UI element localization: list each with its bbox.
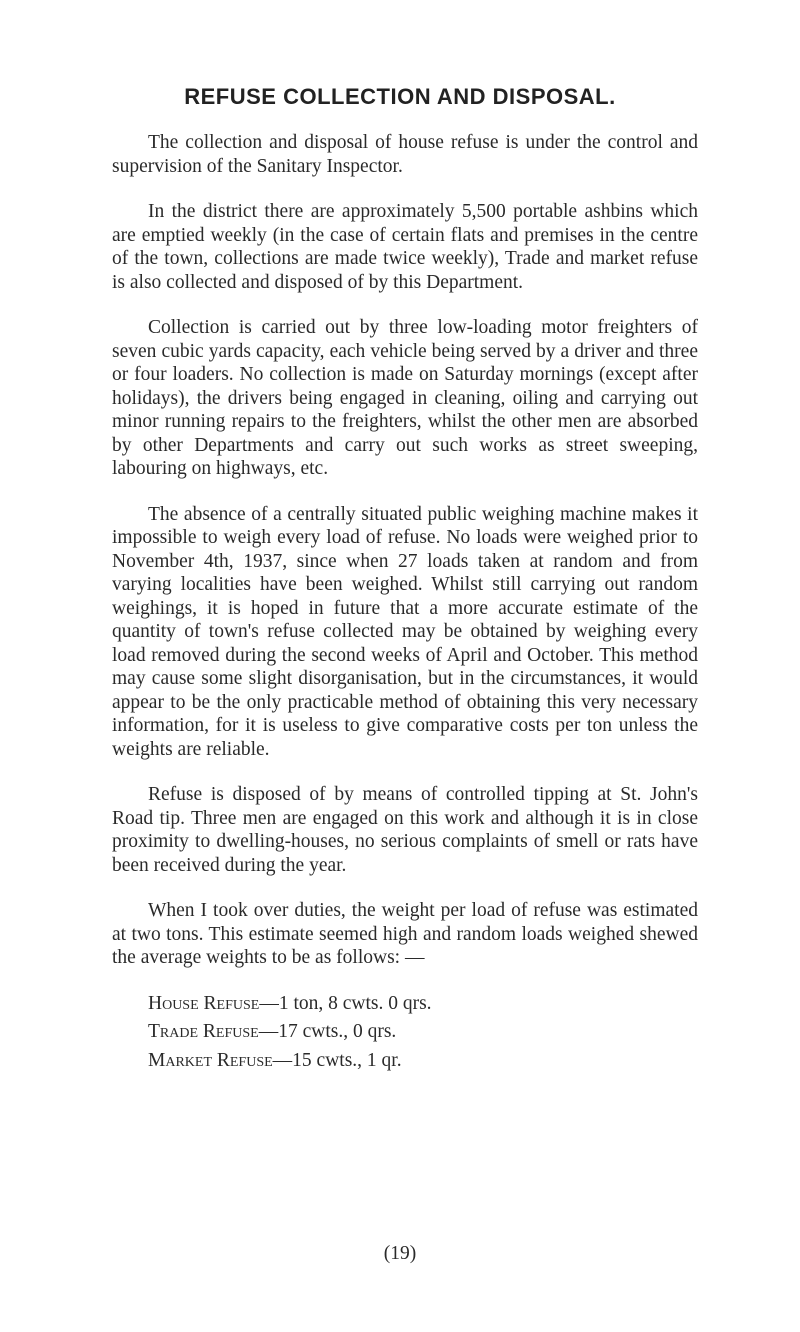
weight-line-trade: [148, 1020, 698, 1044]
weight-label: House Refuse: [148, 992, 260, 1014]
paragraph-control: The collection and disposal of house refuse is under the control and supervision of the Sanitary Inspector.: [112, 132, 698, 177]
page-number: (19): [383, 1243, 417, 1264]
weight-label: Market Refuse: [148, 1049, 273, 1071]
paragraph-disposal: Refuse is disposed of by means of controlled tipping at St. John's Road tip. Three men are engaged on this work and although it is in close proximity to dwelling-houses, no serious complaints of smell or rats have been received during the year.: [112, 784, 698, 876]
paragraph-collection: Collection is carried out by three low-loading motor freighters of seven cubic yards capacity, each vehicle being served by a driver and three or four loaders. No collection is made on Saturday mornings (except after holidays), the drivers being engaged in cleaning, oiling and carrying out minor running repairs to the freighters, whilst the other men are absorbed by other Departments and carry out such works as street sweeping, labouring on highways, etc.: [112, 317, 698, 479]
weights-list: [112, 992, 698, 1073]
weight-value: —15 cwts., 1 qr.: [272, 1049, 402, 1071]
weight-value: —17 cwts., 0 qrs.: [258, 1021, 397, 1042]
paragraph-weighing: The absence of a centrally situated public weighing machine makes it impossible to weigh every load of refuse. No loads were weighed prior to November 4th, 1937, since when 27 loads taken at random and from varying localities have been weighed. Whilst still carrying out random weighings, it is hoped in future that a more accurate estimate of the quantity of town's refuse collected may be obtained by weighing every load removed during the second weeks of April and October. This method may cause some slight disorganisation, but in the circumstances, it would appear to be the only practicable method of obtaining this very necessary information, for it is useless to give comparative costs per ton unless the weights are reliable.: [112, 503, 698, 760]
paragraph-ashbins: In the district there are approximately 5,500 portable ashbins which are emptied weekly (in the case of certain flats and premises in the centre of the town, collections are made twice weekly), Trade and market refuse is also collected and disposed of by this Department.: [112, 201, 698, 293]
weight-value: —1 ton, 8 cwts. 0 qrs.: [259, 992, 432, 1014]
weight-line-house: [148, 992, 698, 1016]
weight-line-market: [148, 1049, 698, 1073]
paragraph-weights-intro: When I took over duties, the weight per load of refuse was estimated at two tons. This estimate seemed high and random loads weighed shewed the average weights to be as follows: —: [112, 900, 698, 968]
weight-label: Trade Refuse: [148, 1021, 259, 1042]
body-text: [112, 131, 698, 1077]
page-title: REFUSE COLLECTION AND DISPOSAL.: [184, 84, 616, 109]
